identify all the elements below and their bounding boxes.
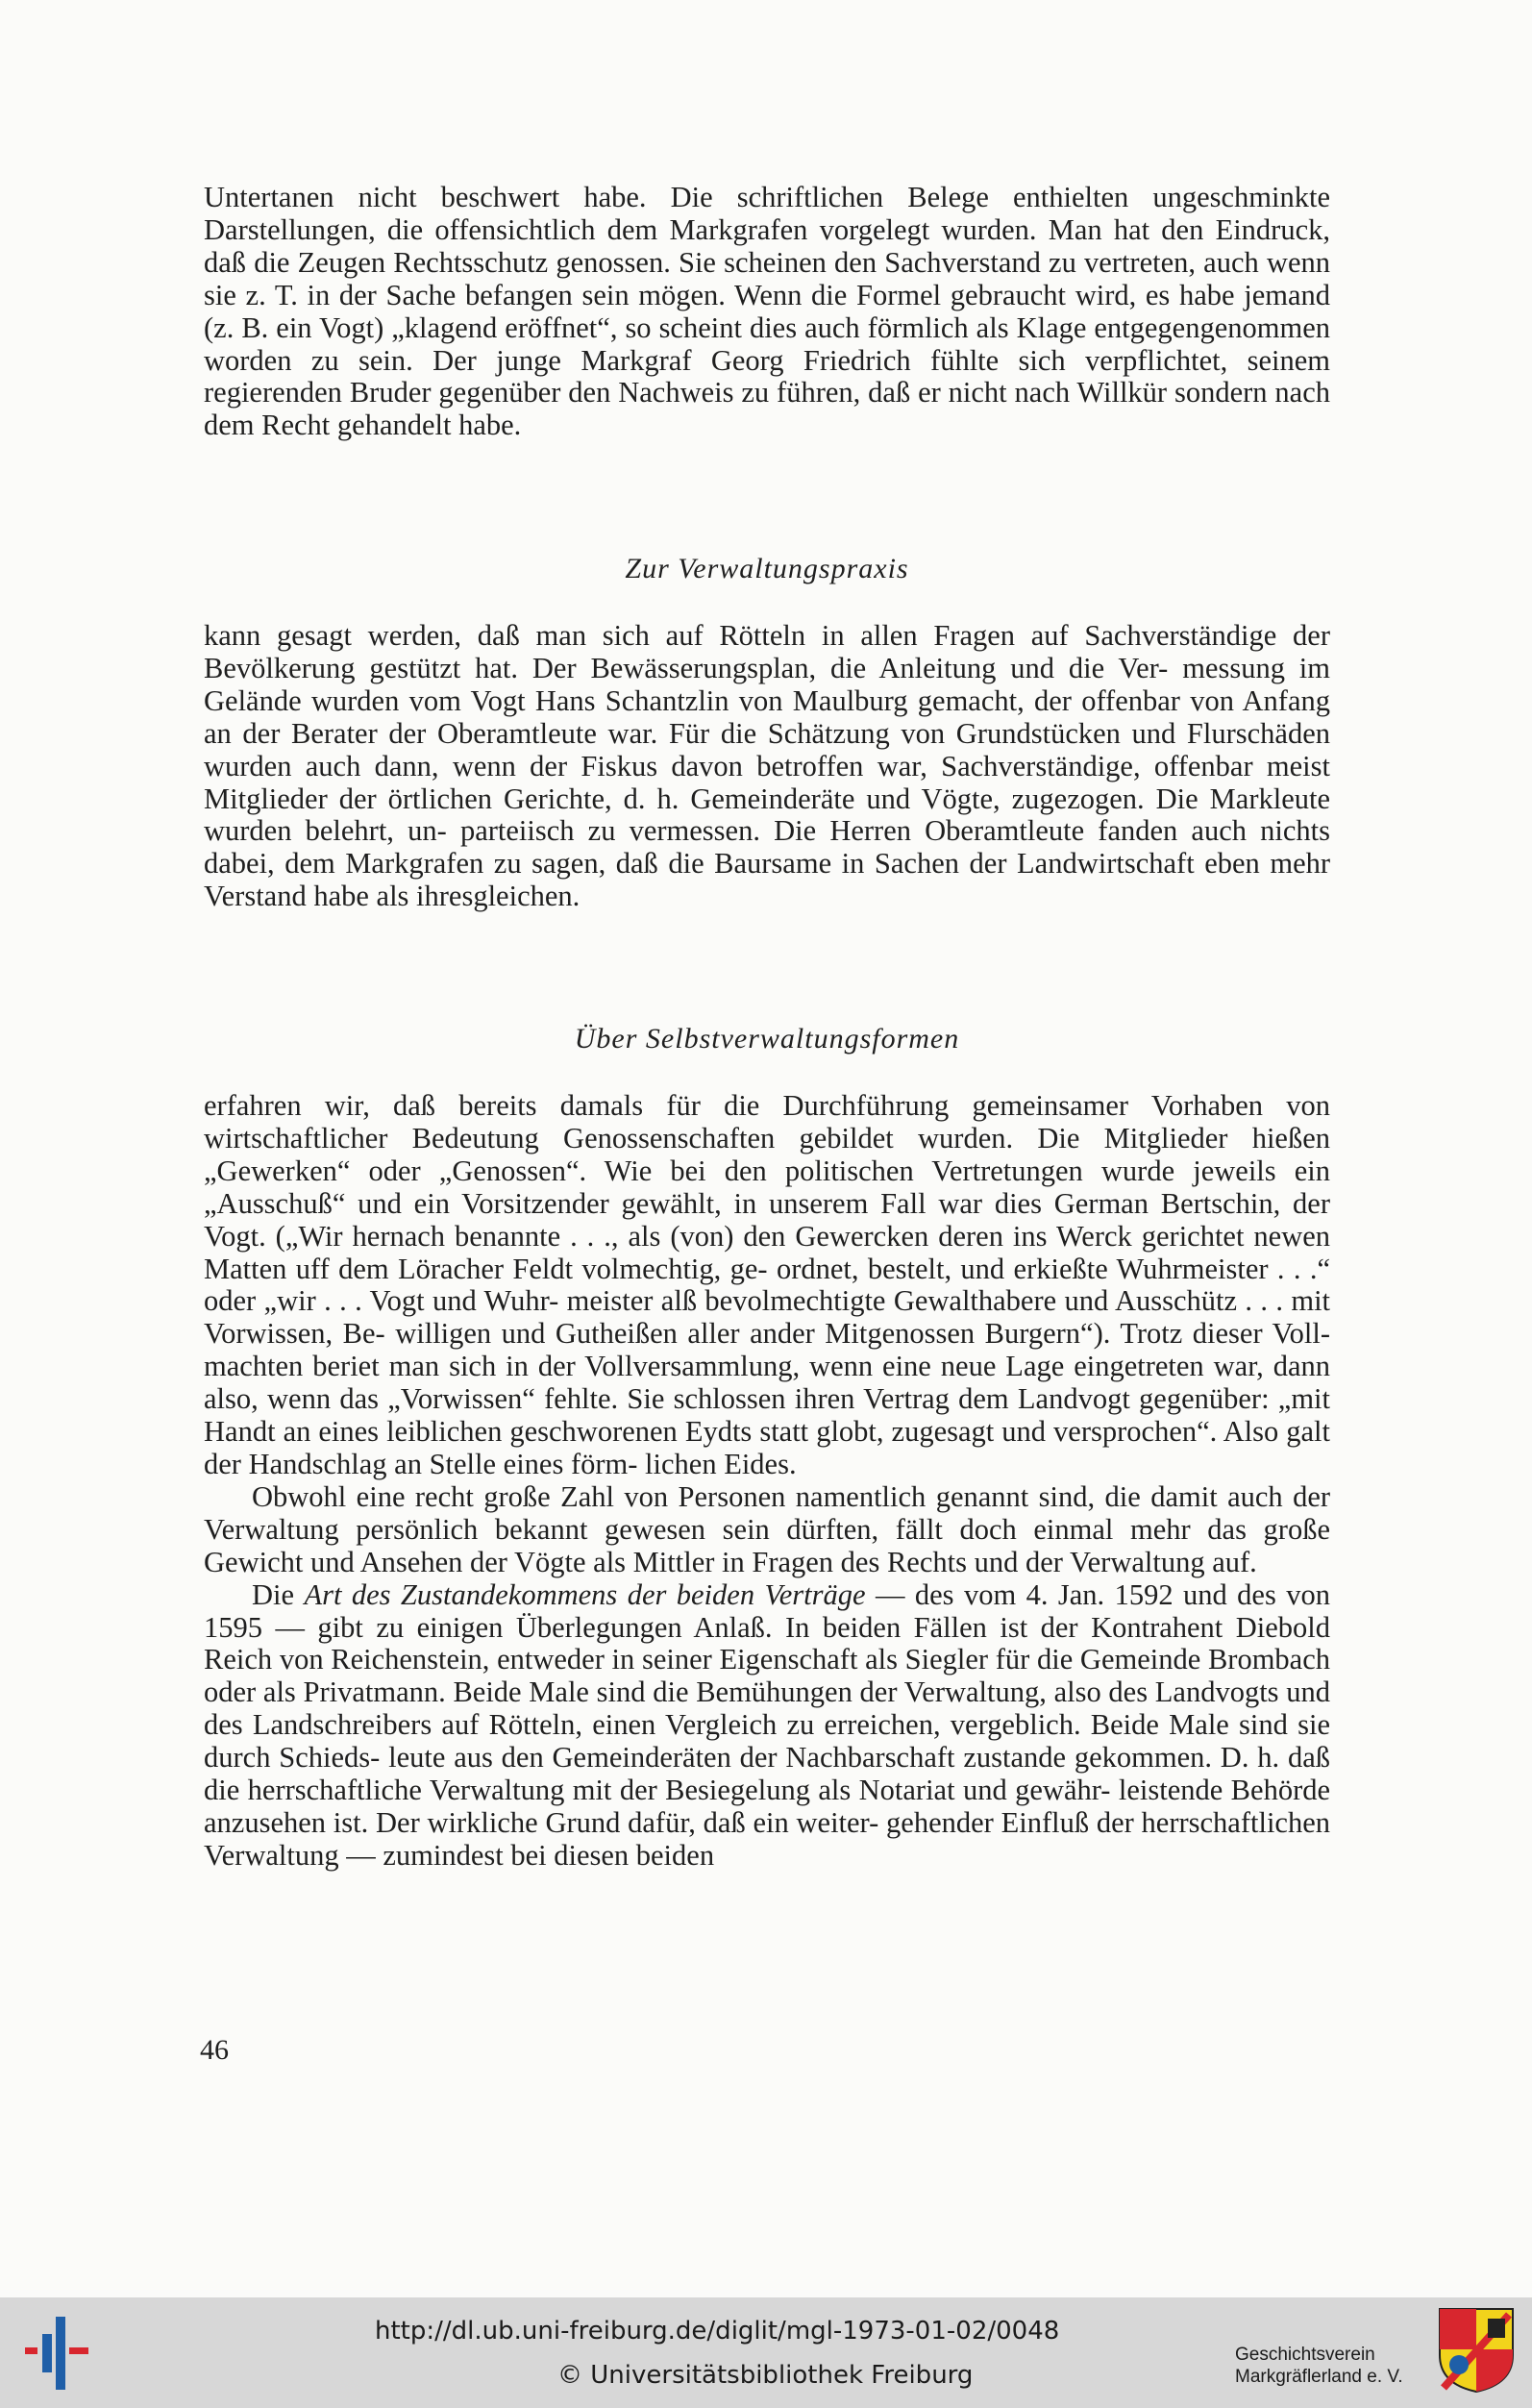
footer-bar [0, 2297, 1532, 2408]
text-line: Untertanen nicht beschwert habe. Die schriftlichen Belege enthielten ungeschminkte [204, 181, 1330, 213]
text-line: und des von 1595 — gibt zu einigen Überlegungen Anlaß. In beiden Fällen ist der [204, 1577, 1330, 1644]
text-line: von Grundstücken und Flurschäden wurden auch dann, wenn der Fiskus davon [204, 716, 1330, 782]
text-line: Recht gehandelt habe. [261, 409, 522, 442]
society-name-line: Geschichtsverein [1235, 2345, 1375, 2365]
text-line: Eindruck, daß die Zeugen Rechtsschutz genossen. Sie scheinen den Sachverstand [204, 212, 1331, 279]
text-line: leistende Behörde anzusehen ist. Der wirkliche Grund dafür, daß ein weiter- [204, 1774, 1331, 1839]
text-line: machten beriet man sich in der Vollversammlung, wenn eine neue Lage eingetreten [204, 1350, 1204, 1383]
text-line: betroffen war, Sachverständige, offenbar meist Mitglieder der örtlichen Gerichte, [204, 749, 1330, 815]
permalink-url[interactable]: http://dl.ub.uni-freiburg.de/diglit/mgl-1973-01-02/0048 [375, 2317, 1060, 2346]
section-body [204, 620, 1330, 913]
text-line: jeweils ein „Ausschuß“ und ein Vorsitzender gewählt, in unserem Fall war dies [204, 1154, 1331, 1220]
text-line: leute aus den Gemeinderäten der Nachbarschaft zustande gekommen. D. h. daß [388, 1741, 1331, 1775]
emphasis-text: Art des Zustandekommens der beiden Verträge [304, 1577, 866, 1611]
text-line: Rechts und der Verwaltung auf. [886, 1545, 1257, 1578]
text-line: der Bevölkerung gestützt hat. Der Bewässerungsplan, die Anleitung und die Ver- [204, 619, 1330, 684]
text-line: ordnet, bestelt, und erkießte Wuhrmeister . . .“ oder „wir . . . Vogt und Wuhr- [204, 1252, 1331, 1318]
text-line: gehender Einfluß der herrschaftlichen Verwaltung — zumindest bei diesen beiden [204, 1805, 1331, 1872]
section-heading: Über Selbstverwaltungsformen [574, 1023, 960, 1055]
text-line: messung im Gelände wurden vom Vogt Hans Schantzlin von Maulburg gemacht, [204, 651, 1330, 717]
text-line: Formel gebraucht wird, es habe jemand (z. B. ein Vogt) „klagend eröffnet“, so [204, 278, 1330, 344]
text-line: Markgraf Georg Friedrich fühlte sich verpflichtet, seinem regierenden Bruder [204, 343, 1331, 410]
paragraph [204, 1481, 1330, 1579]
text-line: war, dann also, wenn das „Vorwissen“ fehlte. Sie schlossen ihren Vertrag dem [204, 1350, 1330, 1416]
text-fragment: — des vom 4. Jan. 1592 [865, 1577, 1174, 1611]
paragraph [204, 182, 1330, 442]
text-line: globt, zugesagt und versprochen“. Also galt der Handschlag an Stelle eines förm- [204, 1415, 1330, 1480]
text-line: parteiisch zu vermessen. Die Herren Oberamtleute fanden auch nichts dabei, dem [204, 814, 1331, 881]
paragraph-continuation [204, 182, 1330, 442]
text-line: der offenbar von Anfang an der Berater der Oberamtleute war. Für die Schätzung [204, 683, 1330, 750]
section-body [204, 1090, 1330, 1873]
society-name [1235, 2344, 1427, 2388]
text-line: deren ins Werck gerichtet newen Matten uff dem Löracher Feldt volmechtig, ge- [204, 1219, 1331, 1285]
text-line: Markgrafen zu sagen, daß die Baursame in Sachen der Landwirtschaft eben mehr [345, 847, 1331, 881]
ub-freiburg-logo-icon[interactable] [17, 2309, 96, 2396]
text-line: erfahren wir, daß bereits damals für die Durchführung gemeinsamer Vorhaben [204, 1089, 1264, 1122]
text-line: willigen und Gutheißen aller ander Mitgenossen Burgern“). Trotz dieser Voll- [395, 1317, 1330, 1351]
copyright-text: © Universitätsbibliothek Freiburg [557, 2361, 974, 2390]
text-line: lichen Eides. [645, 1447, 797, 1480]
text-line: Bemühungen der Verwaltung, also des Landvogts und des Landschreibers auf [204, 1676, 1331, 1742]
text-line: German Bertschin, der Vogt. („Wir hernach benannte . . ., als (von) den Gewercken [204, 1186, 1330, 1253]
text-line: d. h. Gemeinderäte und Vögte, zugezogen. Die Markleute wurden belehrt, un- [204, 782, 1330, 848]
text-line: Kontrahent Diebold Reich von Reichenstein, entweder in seiner Eigenschaft als [204, 1610, 1330, 1676]
text-line: Rötteln, einen Vergleich zu erreichen, vergeblich. Beide Male sind sie durch Schieds- [204, 1708, 1330, 1775]
text-line: von wirtschaftlicher Bedeutung Genossenschaften gebildet wurden. Die Mitglieder [204, 1089, 1331, 1154]
society-name-line: Markgräflerland e. V. [1235, 2367, 1403, 2387]
text-line: gegenüber den Nachweis zu führen, daß er nicht nach Willkür sondern nach dem [204, 376, 1330, 442]
coat-of-arms-icon [1436, 2305, 1517, 2396]
text-line: Obwohl eine recht große Zahl von Personen namentlich genannt sind, die [252, 1479, 1141, 1513]
text-fragment: Die [252, 1577, 305, 1611]
text-line: damit auch der Verwaltung persönlich bekannt gewesen sein dürften, fällt doch [204, 1479, 1331, 1546]
page-number: 46 [200, 2034, 229, 2066]
paragraph [204, 1090, 1330, 1481]
text-line: die herrschaftliche Verwaltung mit der Besiegelung als Notariat und gewähr- [204, 1774, 1111, 1807]
text-line: hießen „Gewerken“ oder „Genossen“. Wie bei den politischen Vertretungen wurde [204, 1121, 1330, 1187]
paragraph [204, 620, 1330, 913]
text-line: zu vertreten, auch wenn sie z. T. in der Sache befangen sein mögen. Wenn die [204, 245, 1330, 311]
paragraph [204, 1579, 1330, 1873]
section-heading: Zur Verwaltungspraxis [625, 553, 909, 584]
text-line: Siegler für die Gemeinde Brombach oder als Privatmann. Beide Male sind die [204, 1643, 1330, 1709]
text-line: einmal mehr das große Gewicht und Ansehen der Vögte als Mittler in Fragen des [204, 1512, 1331, 1578]
text-line: scheint dies auch förmlich als Klage entgegengenommen worden zu sein. Der junge [204, 310, 1330, 377]
text-line: Landvogt gegenüber: „mit Handt an eines leiblichen geschworenen Eydts statt [204, 1382, 1330, 1449]
text-line: Verstand habe als ihresgleichen. [204, 880, 581, 913]
text-line: meister alß bevolmechtigte Gewalthabere und Ausschütz . . . mit Vorwissen, Be- [204, 1284, 1331, 1351]
text-line: kann gesagt werden, daß man sich auf Rötteln in allen Fragen auf Sachverständige [204, 619, 1277, 652]
text-line: Darstellungen, die offensichtlich dem Markgrafen vorgelegt wurden. Man hat den [204, 212, 1204, 246]
